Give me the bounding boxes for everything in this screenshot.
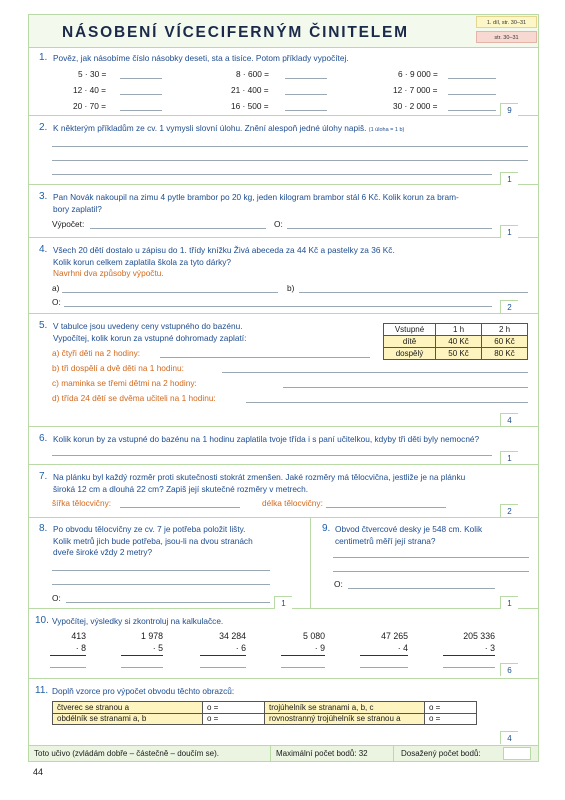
answer-label: O: — [52, 297, 61, 307]
answer-line[interactable] — [333, 557, 529, 558]
points-box: 1 — [500, 451, 518, 464]
math-problem: 12 · 7 000 = — [393, 85, 438, 95]
multiplier: · 5 — [152, 643, 163, 653]
answer-line[interactable] — [333, 571, 529, 572]
exercise-number: 8. — [39, 523, 48, 534]
math-problem: 30 · 2 000 = — [393, 101, 438, 111]
multiplicand: 205 336 — [463, 631, 495, 641]
points-box: 1 — [500, 225, 518, 238]
exercise-text-line: dveře široké vždy 2 metry? — [53, 547, 153, 557]
subtask-b: b) tři dospělí a dvě děti na 1 hodinu: — [52, 363, 184, 373]
exercise-text-line: Navrhni dva způsoby výpočtu. — [53, 268, 164, 278]
achieved-points-box[interactable] — [503, 747, 531, 760]
points-box: 9 — [500, 103, 518, 116]
price-table — [383, 323, 528, 360]
answer-line[interactable] — [287, 228, 492, 229]
exercise-text — [53, 123, 404, 137]
subtask-a: a) čtyři děti na 2 hodiny: — [52, 348, 141, 358]
answer-line[interactable] — [52, 570, 270, 571]
answer-label: O: — [52, 593, 61, 603]
formula-cell[interactable]: o = — [425, 713, 477, 725]
option-label: b) — [287, 283, 295, 293]
answer-line[interactable] — [121, 667, 163, 668]
exercise-text-line: široká 12 cm a dlouhá 22 cm? Zapiš její skutečné rozměry v metrech. — [53, 483, 309, 494]
exercise-text-line: V tabulce jsou uvedeny ceny vstupného do bazénu. — [53, 321, 243, 331]
exercise-text-line: Kolik korun celkem zaplatila škola za tyto dárky? — [53, 256, 232, 267]
points-box: 1 — [500, 596, 518, 609]
table-cell: 60 Kč — [482, 336, 528, 348]
exercise-text-line: Obvod čtvercové desky je 548 cm. Kolik — [335, 524, 483, 534]
exercise-number: 5. — [39, 320, 48, 331]
shape-cell: čtverec se stranou a — [53, 702, 203, 714]
table-row — [384, 336, 528, 348]
exercise-text — [53, 321, 246, 344]
answer-line[interactable] — [443, 667, 495, 668]
multiplier: · 8 — [75, 643, 86, 653]
math-problem: 8 · 600 = — [236, 69, 269, 79]
answer-line[interactable] — [222, 372, 528, 373]
multiplicand: 413 — [71, 631, 86, 641]
width-label: šířka tělocvičny: — [52, 498, 112, 508]
answer-line[interactable] — [299, 292, 528, 293]
answer-line[interactable] — [120, 94, 162, 95]
exercise-number: 6. — [39, 433, 48, 444]
answer-line[interactable] — [52, 584, 270, 585]
exercise-6 — [28, 427, 539, 465]
answer-line[interactable] — [448, 94, 496, 95]
formula-cell[interactable]: o = — [203, 713, 265, 725]
exercise-note: (1 úloha = 1 b) — [368, 127, 405, 133]
shape-cell: obdélník se stranami a, b — [53, 713, 203, 725]
points-box: 1 — [500, 172, 518, 185]
answer-line[interactable] — [62, 292, 278, 293]
page-title: NÁSOBENÍ VÍCECIFERNÝM ČINITELEM — [62, 24, 409, 41]
result-line — [360, 655, 408, 656]
column-divider — [310, 518, 311, 609]
answer-line[interactable] — [50, 667, 86, 668]
math-problem: 20 · 70 = — [73, 101, 106, 111]
table-cell: 50 Kč — [436, 348, 482, 360]
max-points: Maximální počet bodů: 32 — [276, 749, 368, 758]
multiplier: · 3 — [484, 643, 495, 653]
exercise-number: 3. — [39, 191, 48, 202]
option-label: a) — [52, 283, 60, 293]
exercise-text: Vypočítej, výsledky si zkontroluj na kalkulačce. — [52, 616, 224, 626]
result-line — [121, 655, 163, 656]
points-box: 6 — [500, 663, 518, 676]
multiplicand: 47 265 — [381, 631, 408, 641]
shape-cell: trojúhelník se stranami a, b, c — [265, 702, 425, 714]
multiplier: · 9 — [314, 643, 325, 653]
multiplication — [121, 630, 163, 654]
result-line — [281, 655, 325, 656]
table-cell: 80 Kč — [482, 348, 528, 360]
multiplicand: 1 978 — [140, 631, 163, 641]
answer-label: O: — [334, 579, 343, 589]
table-cell: dítě — [384, 336, 436, 348]
shape-cell: rovnostranný trojúhelník se stranou a — [265, 713, 425, 725]
exercise-text-main: K některým příkladům ze cv. 1 vymysli slovní úlohu. Znění alespoň jedné úlohy napiš. — [53, 123, 367, 133]
multiplication — [360, 630, 408, 654]
table-header: Vstupné — [384, 324, 436, 336]
exercise-text — [53, 192, 459, 215]
answer-line[interactable] — [448, 78, 496, 79]
answer-line[interactable] — [120, 78, 162, 79]
exercise-number: 4. — [39, 244, 48, 255]
points-box: 4 — [500, 413, 518, 426]
answer-line[interactable] — [52, 455, 492, 456]
exercise-number: 2. — [39, 122, 48, 133]
multiplier: · 4 — [397, 643, 408, 653]
subtask-c: c) maminka se třemi dětmi na 2 hodiny: — [52, 378, 197, 388]
footer-divider — [393, 746, 394, 761]
formula-table — [52, 701, 477, 725]
answer-line[interactable] — [448, 110, 496, 111]
exercise-text-line: Pan Novák nakoupil na zimu 4 pytle brambor po 20 kg, jeden kilogram brambor stál 6 Kč. Kolik korun za bram- — [53, 192, 459, 202]
math-problem: 12 · 40 = — [73, 85, 106, 95]
self-evaluation-bar — [28, 745, 539, 762]
exercise-text-line: centimetrů měří její strana? — [335, 535, 436, 546]
length-label: délka tělocvičny: — [262, 498, 323, 508]
points-box: 2 — [500, 300, 518, 313]
exercise-text — [53, 524, 253, 559]
answer-line[interactable] — [281, 667, 325, 668]
exercise-text — [335, 524, 482, 547]
answer-line[interactable] — [326, 507, 446, 508]
answer-line[interactable] — [285, 94, 327, 95]
points-box: 2 — [500, 504, 518, 517]
footer-divider — [270, 746, 271, 761]
answer-line[interactable] — [120, 110, 162, 111]
page-number: 44 — [33, 767, 44, 777]
answer-line[interactable] — [120, 507, 240, 508]
multiplier: · 6 — [235, 643, 246, 653]
points-box: 1 — [274, 596, 292, 609]
answer-line[interactable] — [160, 357, 370, 358]
workbook-reference: str. 30–31 — [476, 31, 537, 43]
result-line — [200, 655, 246, 656]
exercise-text: Doplň vzorce pro výpočet obvodu těchto obrazců: — [52, 686, 235, 696]
textbook-reference: 1. díl, str. 30–31 — [476, 16, 537, 28]
math-problem: 16 · 500 = — [231, 101, 269, 111]
multiplication — [281, 630, 325, 654]
exercise-text: Pověz, jak násobíme číslo násobky deseti, sta a tisíce. Potom příklady vypočítej. — [53, 53, 349, 63]
calc-line[interactable] — [90, 228, 266, 229]
answer-line[interactable] — [246, 402, 528, 403]
table-header-row — [384, 324, 528, 336]
answer-line[interactable] — [200, 667, 246, 668]
table-cell: 40 Kč — [436, 336, 482, 348]
math-problem: 6 · 9 000 = — [398, 69, 438, 79]
math-problem: 5 · 30 = — [78, 69, 107, 79]
exercise-text-line: Všech 20 dětí dostalo u zápisu do 1. třídy knížku Živá abeceda za 44 Kč a pastelky za 36 Kč. — [53, 245, 395, 255]
table-row — [384, 348, 528, 360]
exercise-text — [53, 472, 465, 495]
answer-line[interactable] — [64, 306, 492, 307]
multiplicand: 34 284 — [219, 631, 246, 641]
formula-cell[interactable]: o = — [425, 702, 477, 714]
multiplication — [443, 630, 495, 654]
exercise-number: 7. — [39, 471, 48, 482]
subtask-d: d) třída 24 dětí se dvěma učiteli na 1 hodinu: — [52, 393, 216, 403]
answer-line[interactable] — [285, 110, 327, 111]
table-header: 1 h — [436, 324, 482, 336]
points-box: 4 — [500, 731, 518, 744]
table-cell: dospělý — [384, 348, 436, 360]
answer-line[interactable] — [52, 160, 528, 161]
result-line — [443, 655, 495, 656]
exercise-text-line: Po obvodu tělocvičny ze cv. 7 je potřeba položit lišty. — [53, 524, 246, 534]
answer-line[interactable] — [283, 387, 528, 388]
exercise-text-line: bory zaplatil? — [53, 203, 102, 214]
exercise-number: 11. — [35, 685, 49, 696]
achieved-points-label: Dosažený počet bodů: — [401, 749, 481, 758]
exercise-text — [53, 245, 395, 280]
exercise-text-line: Na plánku byl každý rozměr proti skutečnosti stokrát zmenšen. Jaké rozměry má tělocvična, jestliže je na plánku — [53, 472, 466, 482]
exercise-number: 9. — [322, 523, 331, 534]
multiplication — [50, 630, 86, 654]
answer-label: O: — [274, 219, 283, 229]
answer-line[interactable] — [66, 602, 270, 603]
table-row — [53, 702, 477, 714]
answer-line[interactable] — [348, 588, 495, 589]
multiplicand: 5 080 — [302, 631, 325, 641]
answer-line[interactable] — [52, 174, 492, 175]
exercise-number: 10. — [35, 615, 49, 626]
multiplication — [200, 630, 246, 654]
exercise-text-line: Vypočítej, kolik korun za vstupné dohromady zaplatí: — [53, 332, 247, 343]
exercise-text-line: Kolik metrů jich bude potřeba, jsou-li na dvou stranách — [53, 535, 253, 546]
answer-line[interactable] — [52, 146, 528, 147]
calc-label: Výpočet: — [52, 219, 85, 229]
answer-line[interactable] — [285, 78, 327, 79]
topic-evaluation: Toto učivo (zvládám dobře – částečně – doučím se). — [34, 749, 219, 758]
table-row — [53, 713, 477, 725]
formula-cell[interactable]: o = — [203, 702, 265, 714]
exercise-text: Kolik korun by za vstupné do bazénu na 1 hodinu zaplatila tvoje třída i s paní učitelkou, kdyby tři děti byly nemocné? — [53, 434, 480, 444]
math-problem: 21 · 400 = — [231, 85, 269, 95]
exercise-number: 1. — [39, 52, 48, 63]
table-header: 2 h — [482, 324, 528, 336]
answer-line[interactable] — [360, 667, 408, 668]
result-line — [50, 655, 86, 656]
